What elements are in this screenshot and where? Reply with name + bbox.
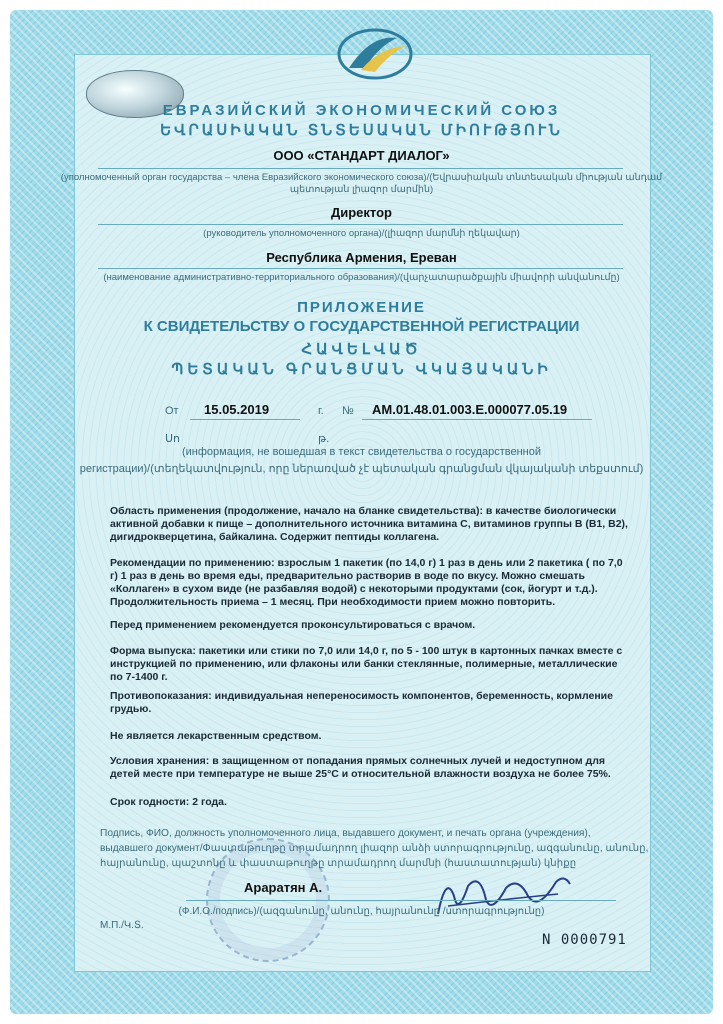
number-label: №	[342, 405, 354, 417]
paragraph-scope: Область применения (продолжение, начало на бланке свидетельства): в качестве биологически активной добавки к пище – дополнительного источника витамина С, витаминов группы В (В1, В2), дигидрокверцетина, байкалина. Содержит пептиды коллагена.	[110, 505, 628, 543]
date-underline	[190, 419, 300, 420]
registration-note-line-1: (информация, не вошедшая в текст свидетельства о государственной	[181, 446, 542, 458]
registration-date: 15.05.2019	[204, 402, 270, 417]
signature-text-line-2: выдавшего документ/Փաստաթուղթը տրամադրող լիազոր անձի ստորագրությունը, ազգանունը, անունը,	[100, 843, 649, 854]
signature-text-line-3: հայրանունը, պաշտոնը և փաստաթուղթը տրամադրող մարմնի (հաստատության) կնիքը	[100, 858, 577, 869]
location-underline	[98, 268, 623, 269]
signature-underline	[186, 900, 616, 901]
organization-caption-line-1: (уполномоченный орган государства – члена Евразийского экономического союза)/(Եվրասիական տնտեսական միության անդամ	[60, 172, 663, 183]
location-name: Республика Армения, Ереван	[266, 250, 457, 265]
head-title: Директор	[330, 205, 392, 220]
org-underline	[98, 168, 623, 169]
paragraph-usage: Рекомендации по применению: взрослым 1 пакетик (по 14,0 г) 1 раз в день или 2 пакетика ( по 7,0 г) 1 раз в день во время еды, предварительно растворив в воде по вкусу. Можно смешать «Коллаген» в сухом виде (не разбавляя водой) с некоторыми продуктами (сок, йогурт и т.д.). Продолжительность приема – 1 месяц. При необходимости прием можно повторить.	[110, 557, 623, 608]
registration-note-line-2: регистрации)/(տեղեկատվություն, որը ներառված չէ պետական գրանցման վկայականի տեքստում)	[79, 463, 644, 475]
number-underline	[362, 419, 592, 420]
paragraph-storage: Условия хранения: в защищенном от попадания прямых солнечных лучей и недоступном для детей месте при температуре не выше 25°С и относительной влажности воздуха не более 75%.	[110, 755, 611, 780]
from-label-am: Սո	[165, 433, 181, 445]
organization-name: ООО «СТАНДАРТ ДИАЛОГ»	[273, 148, 450, 163]
title-appendix-am: ՀԱՎԵԼՎԱԾ	[301, 341, 422, 358]
seal-place-label: М.П./Կ.Տ.	[100, 920, 144, 931]
union-name-ru: ЕВРАЗИЙСКИЙ ЭКОНОМИЧЕСКИЙ СОЮЗ	[162, 102, 561, 119]
year-label-ru: г.	[318, 405, 324, 417]
paragraph-shelf-life: Срок годности: 2 года.	[110, 796, 227, 808]
eaeu-logo-icon	[335, 24, 415, 80]
signatory-name: Араратян А.	[244, 880, 323, 895]
paragraph-contraindications: Противопоказания: индивидуальная непереносимость компонентов, беременность, кормление грудью.	[110, 690, 613, 715]
organization-caption-line-2: պետության լիազոր մարմին)	[289, 184, 434, 195]
from-label-ru: От	[165, 405, 179, 417]
paragraph-consult: Перед применением рекомендуется проконсультироваться с врачом.	[110, 619, 476, 631]
registration-number: AM.01.48.01.003.E.000077.05.19	[372, 402, 568, 417]
head-caption: (руководитель уполномоченного органа)/(լիազոր մարմնի ղեկավար)	[203, 228, 520, 239]
location-caption: (наименование административно-территориального образования)/(վարչատարածքային միավորի անվանումը)	[103, 272, 620, 283]
head-underline	[98, 224, 623, 225]
signature-text-line-1: Подпись, ФИО, должность уполномоченного лица, выдавшего документ, и печать органа (учреждения),	[100, 828, 591, 839]
form-serial-number: N 0000791	[542, 932, 627, 948]
year-label-am: թ.	[318, 433, 330, 445]
title-appendix-ru: ПРИЛОЖЕНИЕ	[297, 299, 426, 316]
paragraph-form: Форма выпуска: пакетики или стики по 7,0 или 14,0 г, по 5 - 100 штук в картонных пачках вместе с инструкцией по применению, или флаконы или банки стеклянные, полимерные, металлические по 7-1400 г.	[110, 645, 623, 683]
title-certificate-ru: К СВИДЕТЕЛЬСТВУ О ГОСУДАРСТВЕННОЙ РЕГИСТРАЦИИ	[143, 318, 580, 335]
union-name-am: ԵՎՐԱՍԻԱԿԱՆ ՏՆՏԵՍԱԿԱՆ ՄԻՈՒԹՅՈՒՆ	[160, 122, 563, 139]
title-certificate-am: ՊԵՏԱԿԱՆ ԳՐԱՆՑՄԱՆ ՎԿԱՅԱԿԱՆԻ	[171, 361, 552, 378]
paragraph-not-medicine: Не является лекарственным средством.	[110, 730, 322, 742]
signature-caption: (Ф.И.О./подпись)/(ազգանունը, անունը, հայրանունը /ստորագրությունը)	[178, 906, 545, 917]
